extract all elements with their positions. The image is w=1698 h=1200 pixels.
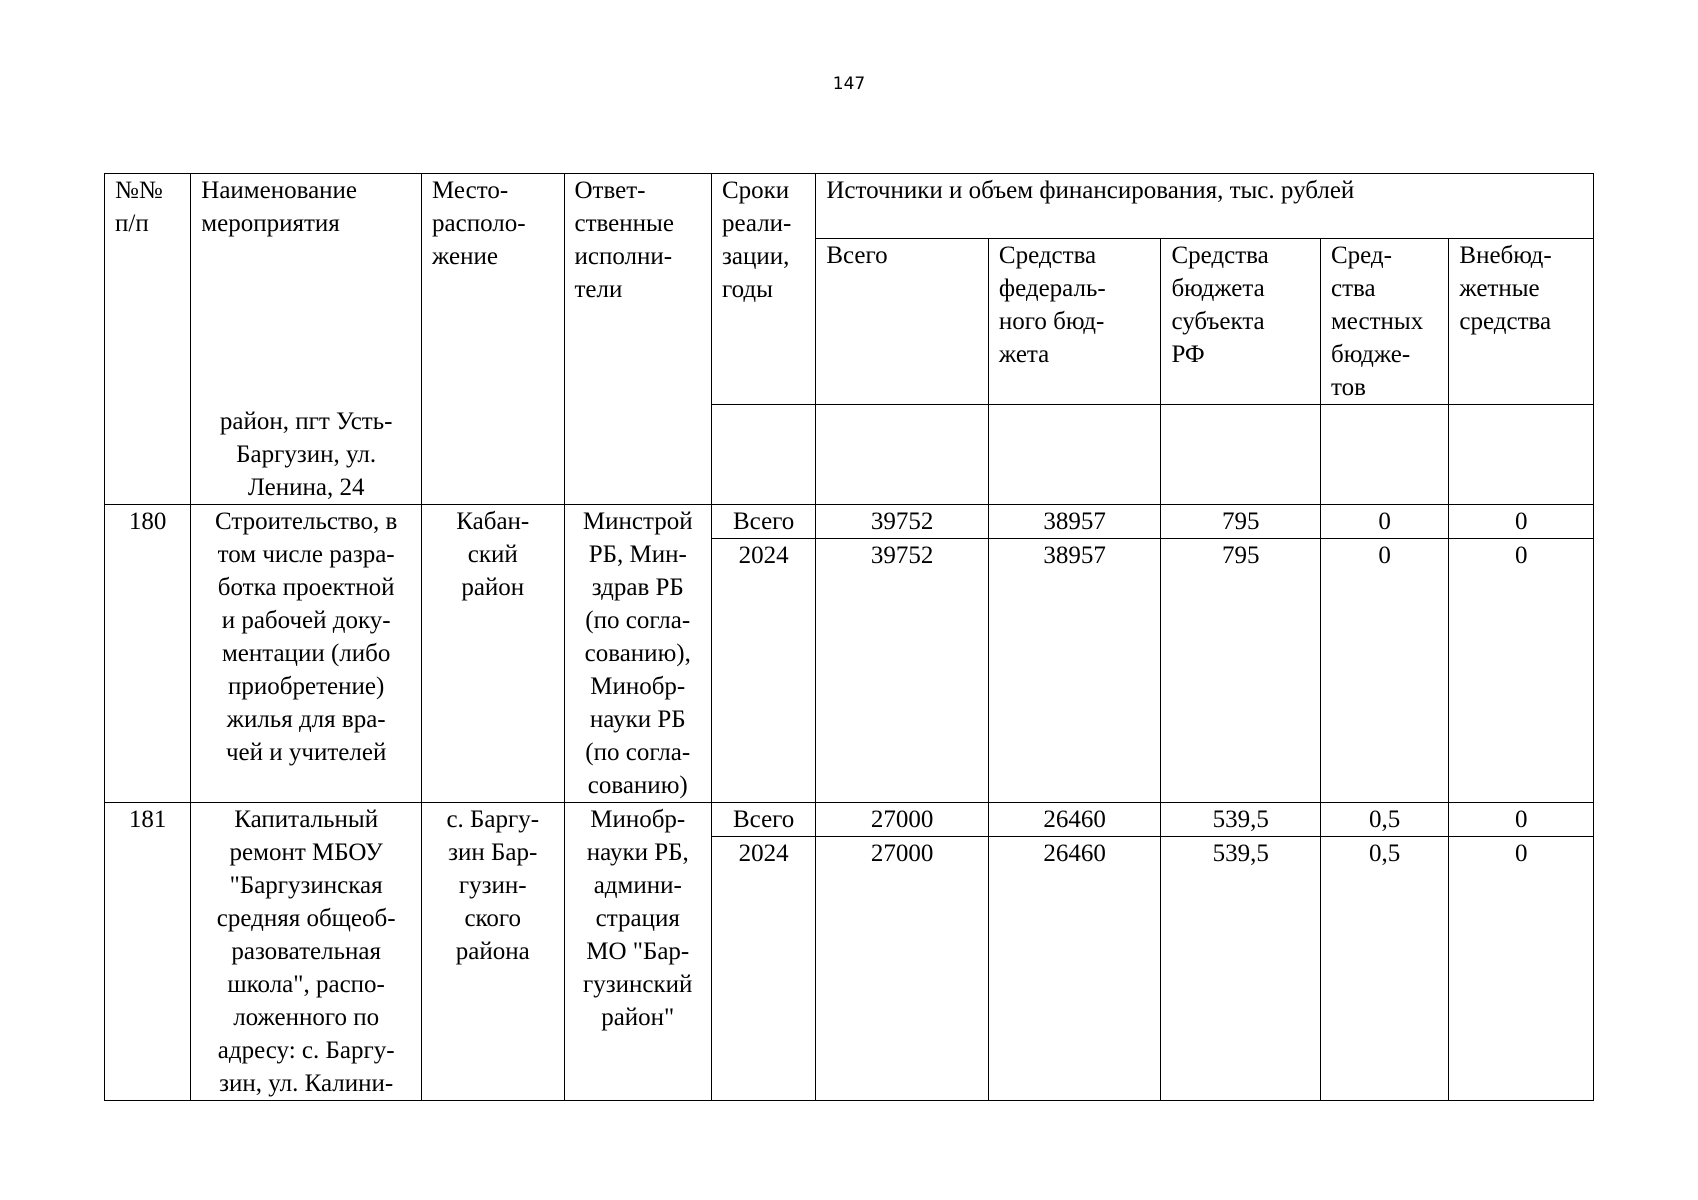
row-extra: 0 bbox=[1449, 803, 1594, 837]
header-responsible: Ответ- ственные исполни- тели bbox=[564, 174, 711, 505]
empty-cell bbox=[711, 405, 815, 505]
row-total: 27000 bbox=[816, 803, 989, 837]
row-extra: 0 bbox=[1449, 539, 1594, 803]
row-federal: 38957 bbox=[988, 539, 1161, 803]
header-row-1 bbox=[105, 174, 1594, 239]
header-federal-budget: Средства федераль- ного бюд- жета bbox=[988, 239, 1161, 405]
header-name: Наименование мероприятия bbox=[191, 174, 422, 405]
row-period: 2024 bbox=[711, 837, 815, 1101]
row-total: 39752 bbox=[816, 505, 989, 539]
row-total: 39752 bbox=[816, 539, 989, 803]
row-location: с. Баргу- зин Бар- гузин- ского района bbox=[422, 803, 564, 1101]
row-federal: 26460 bbox=[988, 837, 1161, 1101]
row-local: 0 bbox=[1320, 505, 1448, 539]
page-number: 147 bbox=[832, 74, 866, 94]
row-total: 27000 bbox=[816, 837, 989, 1101]
row-responsible: Минстрой РБ, Мин- здрав РБ (по согла- сованию), Минобр- науки РБ (по согла- сованию) bbox=[564, 505, 711, 803]
row-local: 0,5 bbox=[1320, 803, 1448, 837]
continued-name: район, пгт Усть- Баргузин, ул. Ленина, 24 bbox=[191, 405, 422, 505]
row-federal: 38957 bbox=[988, 505, 1161, 539]
header-financing-sources: Источники и объем финансирования, тыс. рублей bbox=[816, 174, 1594, 239]
header-local-budget: Сред- ства местных бюдже- тов bbox=[1320, 239, 1448, 405]
header-period: Сроки реали- зации, годы bbox=[711, 174, 815, 405]
row-location: Кабан- ский район bbox=[422, 505, 564, 803]
header-total: Всего bbox=[816, 239, 989, 405]
row-subject: 539,5 bbox=[1161, 803, 1321, 837]
empty-cell bbox=[988, 405, 1161, 505]
row-extra: 0 bbox=[1449, 837, 1594, 1101]
row-local: 0,5 bbox=[1320, 837, 1448, 1101]
row-period: Всего bbox=[711, 803, 815, 837]
header-row-3 bbox=[105, 405, 1594, 505]
table-row bbox=[105, 505, 1594, 539]
empty-cell bbox=[1449, 405, 1594, 505]
financing-table bbox=[104, 173, 1594, 1101]
row-extra: 0 bbox=[1449, 505, 1594, 539]
table-row bbox=[105, 803, 1594, 837]
header-extrabudgetary: Внебюд- жетные средства bbox=[1449, 239, 1594, 405]
row-name: Капитальный ремонт МБОУ "Баргузинская средняя общеоб- разовательная школа", распо- ложенного по адресу: с. Баргу- зин, ул. Калини- bbox=[191, 803, 422, 1101]
row-name: Строительство, в том числе разра- ботка проектной и рабочей доку- ментации (либо приобретение) жилья для вра- чей и учителей bbox=[191, 505, 422, 803]
row-subject: 795 bbox=[1161, 505, 1321, 539]
header-location: Место- располо- жение bbox=[422, 174, 564, 505]
empty-cell bbox=[816, 405, 989, 505]
header-number: №№ п/п bbox=[105, 174, 191, 505]
row-period: Всего bbox=[711, 505, 815, 539]
row-responsible: Минобр- науки РБ, админи- страция МО "Бар- гузинский район" bbox=[564, 803, 711, 1101]
empty-cell bbox=[1161, 405, 1321, 505]
row-number: 181 bbox=[105, 803, 191, 1101]
row-period: 2024 bbox=[711, 539, 815, 803]
row-subject: 795 bbox=[1161, 539, 1321, 803]
row-number: 180 bbox=[105, 505, 191, 803]
row-federal: 26460 bbox=[988, 803, 1161, 837]
empty-cell bbox=[1320, 405, 1448, 505]
row-local: 0 bbox=[1320, 539, 1448, 803]
row-subject: 539,5 bbox=[1161, 837, 1321, 1101]
header-subject-budget: Средства бюджета субъекта РФ bbox=[1161, 239, 1321, 405]
